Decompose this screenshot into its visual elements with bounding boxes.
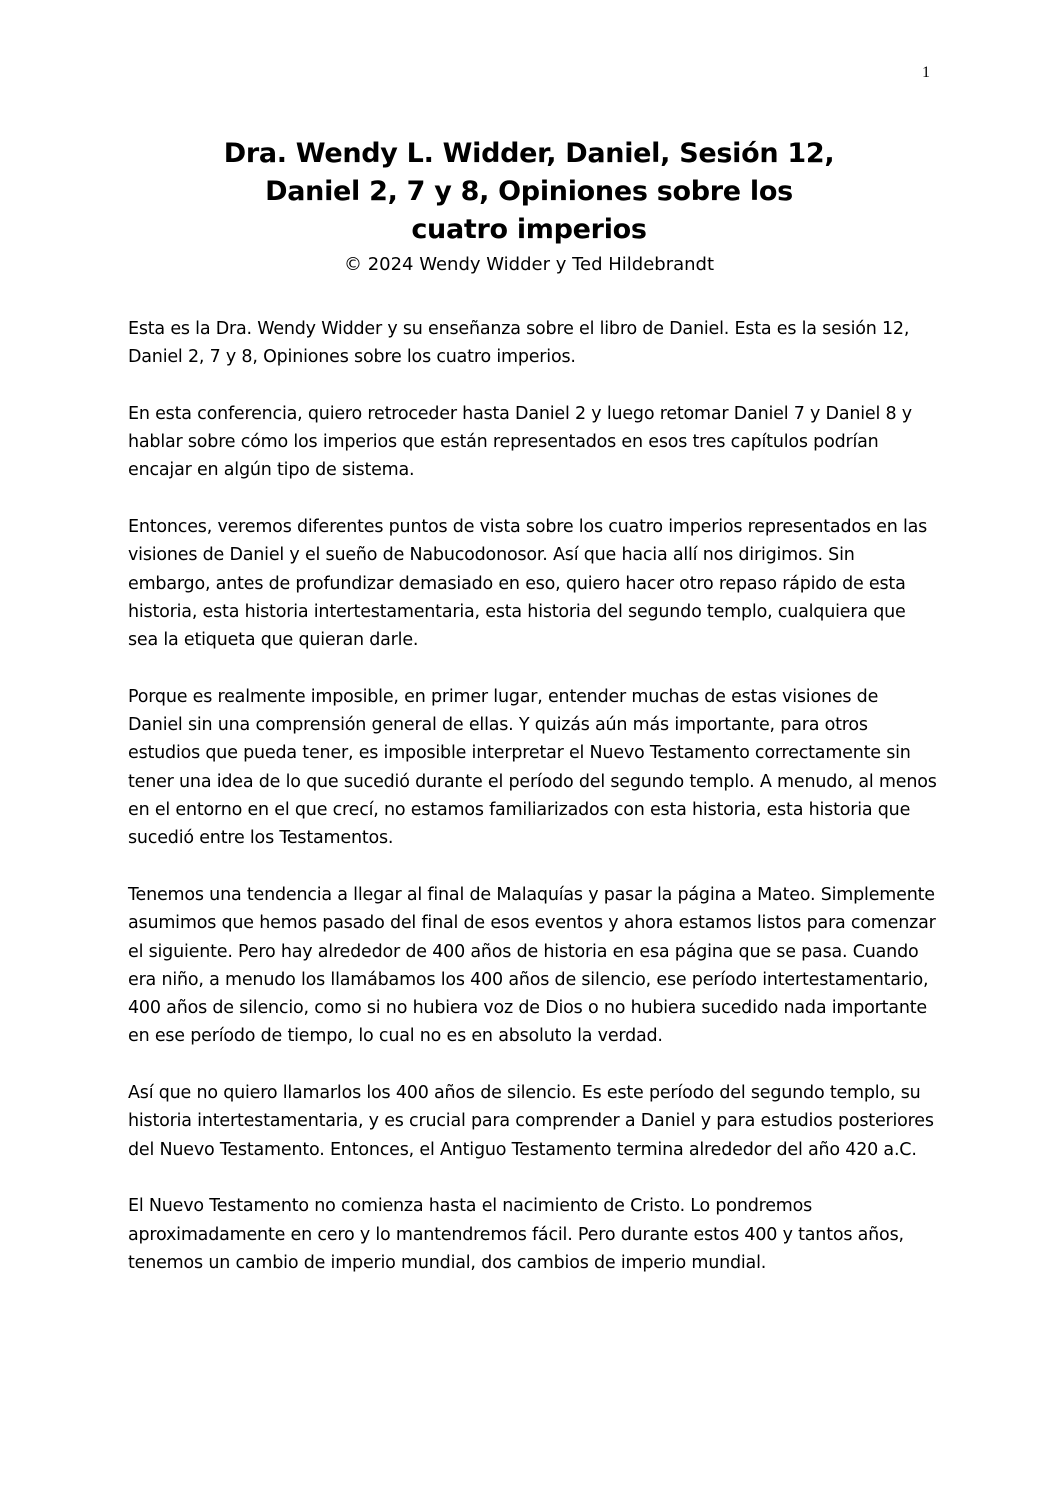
page-number: 1 [922,64,930,81]
paragraph-7: El Nuevo Testamento no comienza hasta el nacimiento de Cristo. Lo pondremos aproximadamente en cero y lo mantendremos fácil. Pero durante estos 400 y tantos años, tenemos un cambio de imperio mundial, dos cambios de imperio mundial. [128,1196,904,1273]
paragraph-5: Tenemos una tendencia a llegar al final de Malaquías y pasar la página a Mateo. Simplemente asumimos que hemos pasado del final de esos eventos y ahora estamos listos para comenzar el siguiente. Pero hay alrededor de 400 años de historia en esa página que se pasa. Cuando era niño, a menudo los llamábamos los 400 años de silencio, ese período intertestamentario, 400 años de silencio, como si no hubiera voz de Dios o no hubiera sucedido nada importante en ese período de tiempo, lo cual no es en absoluto la verdad. [128,884,936,1047]
document-body [128,315,938,1305]
paragraph-3: Entonces, veremos diferentes puntos de vista sobre los cuatro imperios representados en las visiones de Daniel y el sueño de Nabucodonosor. Así que hacia allí nos dirigimos. Sin embargo, antes de profundizar demasiado en eso, quiero hacer otro repaso rápido de esta historia, esta historia intertestamentaria, esta historia del segundo templo, cualquiera que sea la etiqueta que quieran darle. [128,517,928,651]
copyright-line: © 2024 Wendy Widder y Ted Hildebrandt [343,254,715,275]
paragraph-2: En esta conferencia, quiero retroceder hasta Daniel 2 y luego retomar Daniel 7 y Daniel 8 y hablar sobre cómo los imperios que están representados en esos tres capítulos podrían encajar en algún tipo de sistema. [128,403,912,481]
title-line-2: Daniel 2, 7 y 8, Opiniones sobre los [265,176,793,207]
paragraph-6: Así que no quiero llamarlos los 400 años de silencio. Es este período del segundo templo, su historia intertestamentaria, y es crucial para comprender a Daniel y para estudios posteriores del Nuevo Testamento. Entonces, el Antiguo Testamento termina alrededor del año 420 a.C. [128,1083,934,1160]
paragraph-1: Esta es la Dra. Wendy Widder y su enseñanza sobre el libro de Daniel. Esta es la sesión 12, Daniel 2, 7 y 8, Opiniones sobre los cuatro imperios. [128,319,910,368]
paragraph-4: Porque es realmente imposible, en primer lugar, entender muchas de estas visiones de Daniel sin una comprensión general de ellas. Y quizás aún más importante, para otros estudios que pueda tener, es imposible interpretar el Nuevo Testamento correctamente sin tener una idea de lo que sucedió durante el período del segundo templo. A menudo, al menos en el entorno en el que crecí, no estamos familiarizados con esta historia, esta historia que sucedió entre los Testamentos. [128,686,937,849]
title-line-1: Dra. Wendy L. Widder, Daniel, Sesión 12, [223,138,835,169]
title-line-3: cuatro imperios [411,214,647,245]
document-header [0,135,1058,280]
